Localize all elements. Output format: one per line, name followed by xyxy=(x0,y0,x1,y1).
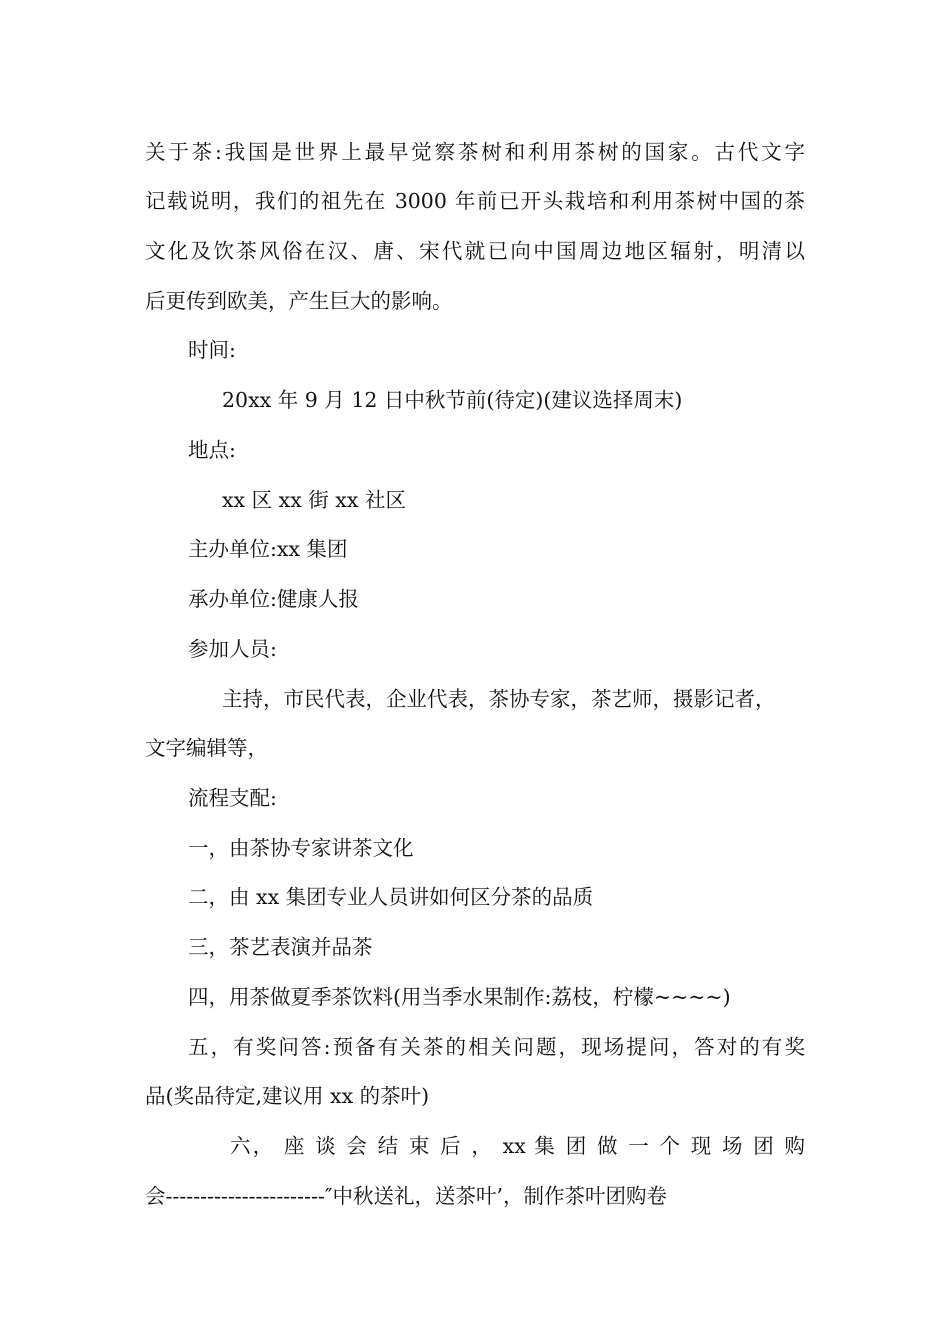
step-item: 三，茶艺表演并品茶 xyxy=(188,935,373,959)
step-item: 一，由茶协专家讲茶文化 xyxy=(188,836,414,860)
participants-line: 文字编辑等， xyxy=(145,736,268,760)
step-item: 二，由 xx 集团专业人员讲如何区分茶的品质 xyxy=(188,885,594,909)
time-value: 20xx 年 9 月 12 日中秋节前(待定)(建议选择周末) xyxy=(222,388,683,412)
process-label: 流程支配: xyxy=(188,786,277,810)
time-label: 时间: xyxy=(188,338,236,362)
step-item: 四，用茶做夏季茶饮料(用当季水果制作:荔枝，柠檬~~~~) xyxy=(188,985,731,1009)
step-item: 六， 座 谈 会 结 束 后 ， xx 集 团 做 一 个 现 场 团 购 xyxy=(230,1134,805,1158)
organizer-line: 承办单位:健康人报 xyxy=(188,587,359,611)
paragraph-line: 文化及饮茶风俗在汉、唐、宋代就已向中国周边地区辐射，明清以 xyxy=(145,239,805,263)
host-line: 主办单位:xx 集团 xyxy=(188,537,348,561)
step-item: 五，有奖问答:预备有关茶的相关问题，现场提问，答对的有奖 xyxy=(188,1035,805,1059)
paragraph-line: 关于茶:我国是世界上最早觉察茶树和利用茶树的国家。古代文字 xyxy=(145,140,805,164)
paragraph-line: 记载说明，我们的祖先在 3000 年前已开头栽培和利用茶树中国的茶 xyxy=(145,189,805,213)
step-item: 品(奖品待定,建议用 xx 的茶叶) xyxy=(145,1084,430,1108)
step-item: 会-----------------------″中秋送礼，送茶叶’，制作茶叶团购卷 xyxy=(145,1184,667,1208)
participants-label: 参加人员: xyxy=(188,637,277,661)
place-value: xx 区 xx 街 xx 社区 xyxy=(222,488,406,512)
place-label: 地点: xyxy=(188,438,236,462)
participants-line: 主持，市民代表，企业代表，茶协专家，茶艺师，摄影记者， xyxy=(222,687,776,711)
paragraph-line: 后更传到欧美，产生巨大的影响。 xyxy=(145,289,453,313)
